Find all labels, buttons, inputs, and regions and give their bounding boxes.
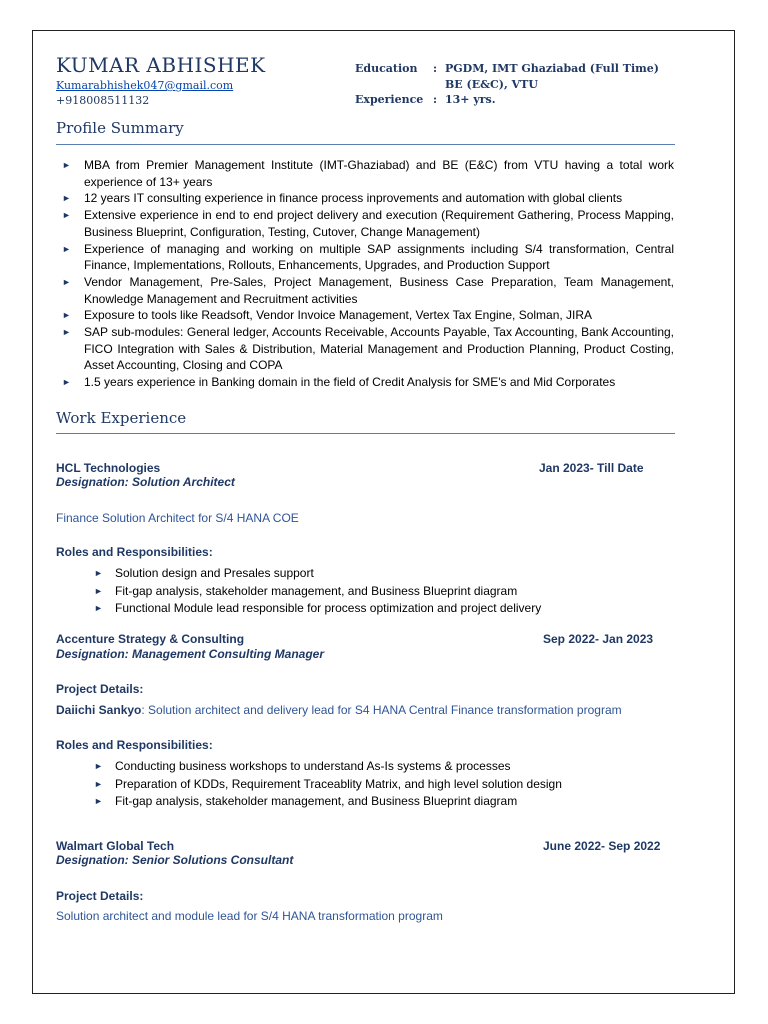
project-description: : Solution architect and delivery lead for S4 HANA Central Finance transformation program (141, 703, 622, 717)
candidate-name: KUMAR ABHISHEK (56, 53, 266, 77)
list-item: ► Fit-gap analysis, stakeholder management, and Business Blueprint diagram (94, 793, 654, 811)
arrow-bullet-icon: ► (62, 310, 71, 321)
client-name: Daiichi Sankyo (56, 703, 142, 717)
job-designation-accenture: Designation: Management Consulting Manager (56, 647, 325, 661)
experience-value: 13+ yrs. (445, 93, 496, 106)
job-company-hcl: HCL Technologies (56, 461, 161, 475)
arrow-bullet-icon: ► (62, 160, 71, 170)
phone-number: +918008511132 (56, 94, 150, 107)
job-dates-walmart: June 2022- Sep 2022 (543, 839, 661, 853)
profile-summary-divider (56, 144, 675, 145)
arrow-bullet-icon: ► (94, 568, 103, 578)
roles-list-accenture (94, 758, 654, 811)
job-summary-hcl: Finance Solution Architect for S/4 HANA COE (56, 511, 299, 525)
job-company-walmart: Walmart Global Tech (56, 839, 175, 853)
education-line-1: PGDM, IMT Ghaziabad (Full Time) (445, 62, 660, 75)
arrow-bullet-icon: ► (62, 276, 71, 287)
arrow-bullet-icon: ► (62, 210, 71, 221)
job-company-accenture: Accenture Strategy & Consulting (56, 632, 245, 646)
job-dates-hcl: Jan 2023- Till Date (539, 461, 644, 475)
list-item: ► Vendor Management, Pre-Sales, Project Management, Business Case Preparation, Team Management, Knowledge Management and Recruitment activities (62, 274, 674, 306)
list-item: ► Functional Module lead responsible for process optimization and project delivery (94, 600, 654, 618)
list-item: ► Extensive experience in end to end project delivery and execution (Requirement Gathering, Process Mapping, Business Blueprint, Configuration, Testing, Cutover, Change Management) (62, 208, 674, 239)
list-item: ► Exposure to tools like Readsoft, Vendor Invoice Management, Vertex Tax Engine, Solman, JIRA (62, 308, 593, 323)
list-item: ► Preparation of KDDs, Requirement Traceablity Matrix, and high level solution design (94, 776, 654, 794)
list-item: ► Fit-gap analysis, stakeholder management, and Business Blueprint diagram (94, 583, 654, 601)
list-item: ► 1.5 years experience in Banking domain in the field of Credit Analysis for SME's and Mid Corporates (62, 375, 616, 390)
roles-heading-hcl: Roles and Responsibilities: (56, 545, 213, 559)
email-link[interactable]: Kumarabhishek047@gmail.com (56, 79, 234, 92)
job-designation-hcl: Designation: Solution Architect (56, 475, 235, 489)
arrow-bullet-icon: ► (94, 603, 103, 613)
arrow-bullet-icon: ► (62, 193, 71, 204)
arrow-bullet-icon: ► (94, 796, 103, 806)
roles-heading-accenture: Roles and Responsibilities: (56, 738, 213, 752)
education-separator: : (433, 62, 438, 75)
work-experience-divider (56, 433, 675, 434)
project-heading-walmart: Project Details: (56, 889, 144, 903)
job-dates-accenture: Sep 2022- Jan 2023 (543, 632, 654, 646)
roles-list-hcl (94, 565, 654, 618)
list-item: ► Experience of managing and working on multiple SAP assignments including S/4 transformation, Central Finance, Implementations, Rollouts, Enhancements, Upgrades, and Production Support (62, 241, 674, 273)
arrow-bullet-icon: ► (62, 377, 71, 388)
project-heading-accenture: Project Details: (56, 682, 144, 696)
arrow-bullet-icon: ► (62, 243, 71, 254)
project-details-walmart: Solution architect and module lead for S/4 HANA transformation program (56, 909, 443, 923)
job-designation-walmart: Designation: Senior Solutions Consultant (56, 853, 294, 867)
list-item: ► SAP sub-modules: General ledger, Accounts Receivable, Accounts Payable, Tax Accounting, Bank Accounting, FICO Integration with Sales & Distribution, Material Management and Production Planning, Product Costing, Asset Accounting, Closing and COPA (62, 325, 674, 373)
profile-summary-list (62, 157, 674, 391)
list-item: ► Conducting business workshops to understand As-Is systems & processes (94, 758, 654, 776)
profile-summary-heading: Profile Summary (56, 119, 184, 137)
arrow-bullet-icon: ► (94, 778, 103, 789)
list-item: ► Solution design and Presales support (94, 565, 654, 583)
arrow-bullet-icon: ► (94, 761, 103, 771)
experience-separator: : (433, 93, 438, 106)
project-details-accenture (56, 703, 622, 717)
education-label: Education (355, 62, 418, 75)
experience-label: Experience (355, 93, 424, 106)
work-experience-heading: Work Experience (56, 409, 187, 427)
education-line-2: BE (E&C), VTU (445, 78, 538, 91)
list-item: ► MBA from Premier Management Institute (IMT-Ghaziabad) and BE (E&C) from VTU having a total work experience of 13+ years (62, 158, 674, 189)
list-item: ► 12 years IT consulting experience in finance process inprovements and automation with global clients (62, 191, 623, 206)
arrow-bullet-icon: ► (62, 327, 71, 338)
arrow-bullet-icon: ► (94, 585, 103, 596)
